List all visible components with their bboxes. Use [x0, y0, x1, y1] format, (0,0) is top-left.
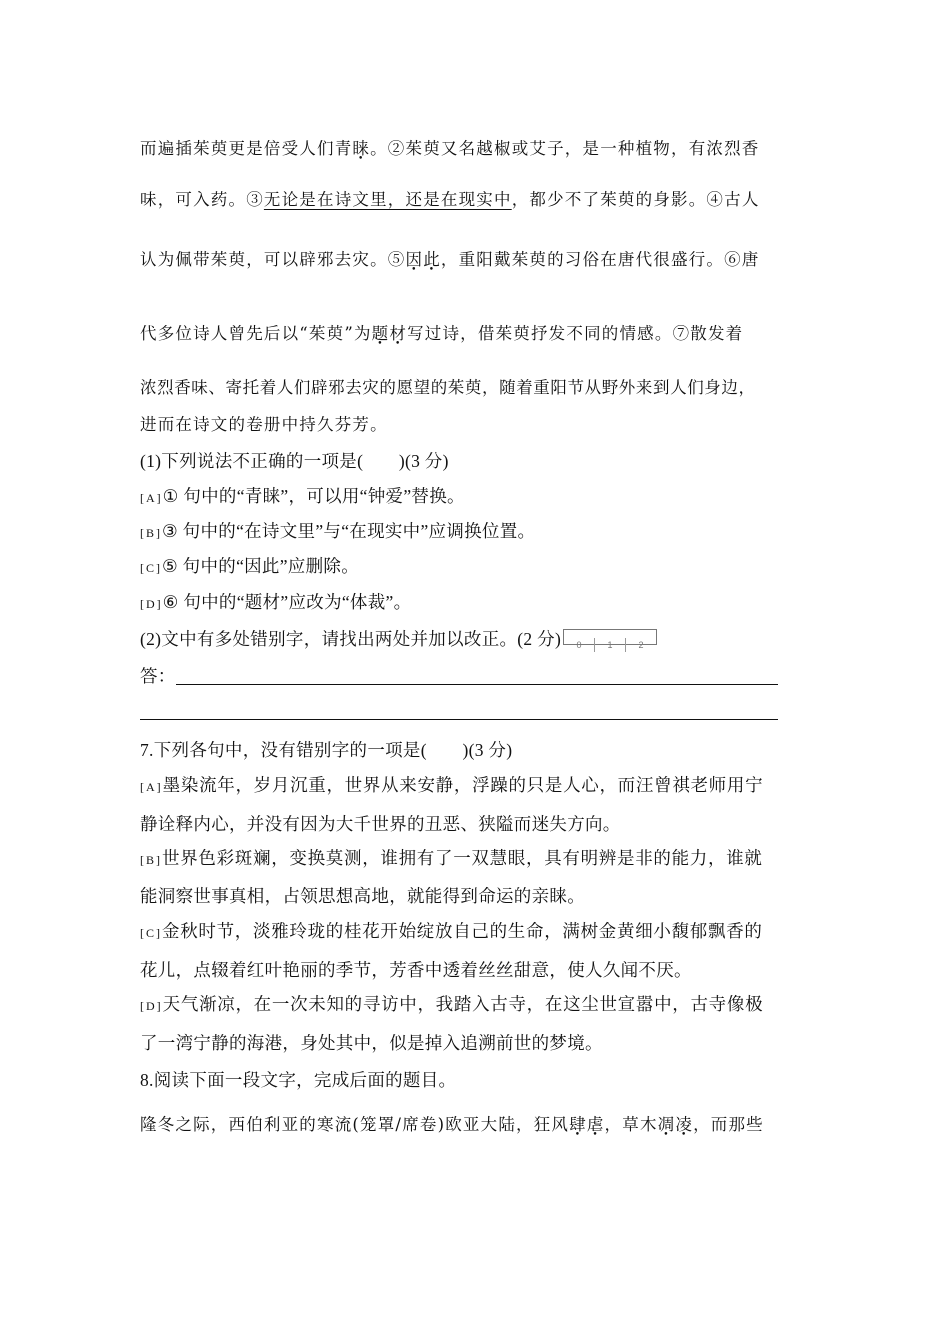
option-tag: [C]: [140, 926, 162, 940]
passage-text: 。②茱萸又名越椒或艾子，是一种植物，有浓烈香: [370, 139, 760, 158]
option-text: 世界色彩斑斓，变换莫测，谁拥有了一双慧眼，具有明辨是非的能力，谁就: [162, 848, 763, 868]
q7-option-c-line2: 花儿，点辍着红叶艳丽的季节，芳香中透着丝丝甜意，使人久闻不厌。: [140, 960, 692, 980]
q8-passage-line-1: [140, 1113, 764, 1137]
score-box: [563, 629, 657, 650]
passage-line-6: 进而在诗文的卷册中持久芬芳。: [140, 415, 388, 434]
option-tag: [A]: [140, 780, 163, 794]
option-tag: [B]: [140, 853, 162, 867]
dotted-char: 虐: [586, 1115, 605, 1134]
q8-stem: 8.阅读下面一段文字，完成后面的题目。: [140, 1070, 457, 1090]
option-tag: [A]: [140, 491, 163, 505]
passage-line-3: [140, 248, 760, 272]
q7-stem: 7.下列各句中，没有错别字的一项是( )(3 分): [140, 740, 513, 760]
passage-text: 写过诗，借茱萸抒发不同的情感。⑦散发着: [407, 324, 744, 343]
option-text: 天气渐凉，在一次未知的寻访中，我踏入古寺，在这尘世宣嚣中，古寺像极: [162, 994, 764, 1014]
option-tag: [D]: [140, 999, 163, 1013]
passage-text: 味，可入药。③: [140, 190, 264, 209]
q2-stem-text: (2)文中有多处错别字，请找出两处并加以改正。(2 分): [140, 629, 562, 649]
dotted-char: 此: [423, 250, 441, 269]
passage-text: ，都少不了茱萸的身影。④古人: [511, 190, 760, 209]
answer-label: 答：: [140, 666, 176, 686]
answer-line-1[interactable]: [176, 684, 778, 685]
passage-text: 隆冬之际，西伯利亚的寒流(笼罩/席卷)欧亚大陆，狂风: [140, 1115, 570, 1134]
q1-option-a: [140, 484, 465, 510]
option-text: ③ 句中的“在诗文里”与“在现实中”应调换位置。: [162, 521, 536, 541]
option-text: 金秋时节，淡雅玲珑的桂花开始绽放自己的生命，满树金黄细小馥郁飘香的: [162, 921, 763, 941]
option-text: ⑤ 句中的“因此”应删除。: [162, 556, 359, 576]
option-tag: [C]: [140, 561, 162, 575]
option-text: 墨染流年，岁月沉重，世界从来安静，浮躁的只是人心，而汪曾祺老师用宁: [162, 775, 764, 795]
dotted-char: 凌: [675, 1115, 694, 1134]
passage-text: 代多位诗人曾先后以“茱萸”为: [140, 324, 372, 343]
dotted-char: 材: [389, 324, 408, 343]
q7-option-b-line2: 能洞察世事真相，占领思想高地，就能得到命运的亲睐。: [140, 886, 585, 906]
dotted-char: 凋: [657, 1115, 676, 1134]
answer-line-2[interactable]: [140, 719, 778, 720]
passage-line-5: 浓烈香味、寄托着人们辟邪去灾的愿望的茱萸，随着重阳节从野外来到人们身边，: [140, 378, 756, 397]
dotted-char: 题: [371, 324, 390, 343]
q7-option-d-line2: 了一湾宁静的海港，身处其中，似是掉入追溯前世的梦境。: [140, 1033, 603, 1053]
q7-option-a-line1: [140, 773, 763, 799]
underlined-phrase: 无论是在诗文里，还是在现实中: [263, 190, 512, 209]
option-text: ① 句中的“青睐”，可以用“钟爱”替换。: [162, 486, 465, 506]
passage-line-1: [140, 137, 760, 161]
passage-line-4: [140, 322, 743, 346]
q7-option-a-line2: 静诠释内心，并没有因为大千世界的丑恶、狭隘而迷失方向。: [140, 814, 621, 834]
q1-option-d: [140, 590, 411, 616]
passage-line-2: [140, 188, 760, 212]
option-text: ⑥ 句中的“题材”应改为“体裁”。: [162, 592, 412, 612]
q1-option-b: [140, 519, 535, 545]
score-option[interactable]: 0: [576, 639, 582, 650]
dotted-char: 肆: [569, 1115, 587, 1134]
dotted-char: 睐: [352, 139, 371, 158]
q7-option-c-line1: [140, 919, 763, 945]
dotted-char: 因: [405, 250, 424, 269]
passage-text: ，而那些: [693, 1115, 764, 1134]
q7-option-b-line1: [140, 846, 763, 872]
option-tag: [B]: [140, 526, 162, 540]
score-option[interactable]: 2: [625, 638, 656, 652]
q1-stem: (1)下列说法不正确的一项是( )(3 分): [140, 451, 449, 471]
passage-text: ，重阳戴茱萸的习俗在唐代很盛行。⑥唐: [440, 250, 760, 269]
passage-text: 而遍插茱萸更是倍受人们青: [140, 139, 353, 158]
option-tag: [D]: [140, 597, 163, 611]
score-option[interactable]: 1: [594, 638, 625, 652]
q7-option-d-line1: [140, 992, 763, 1018]
passage-text: 认为佩带茱萸，可以辟邪去灾。⑤: [140, 250, 406, 269]
q2-stem: [140, 627, 657, 651]
q1-option-c: [140, 554, 359, 580]
passage-text: ，草木: [604, 1115, 658, 1134]
